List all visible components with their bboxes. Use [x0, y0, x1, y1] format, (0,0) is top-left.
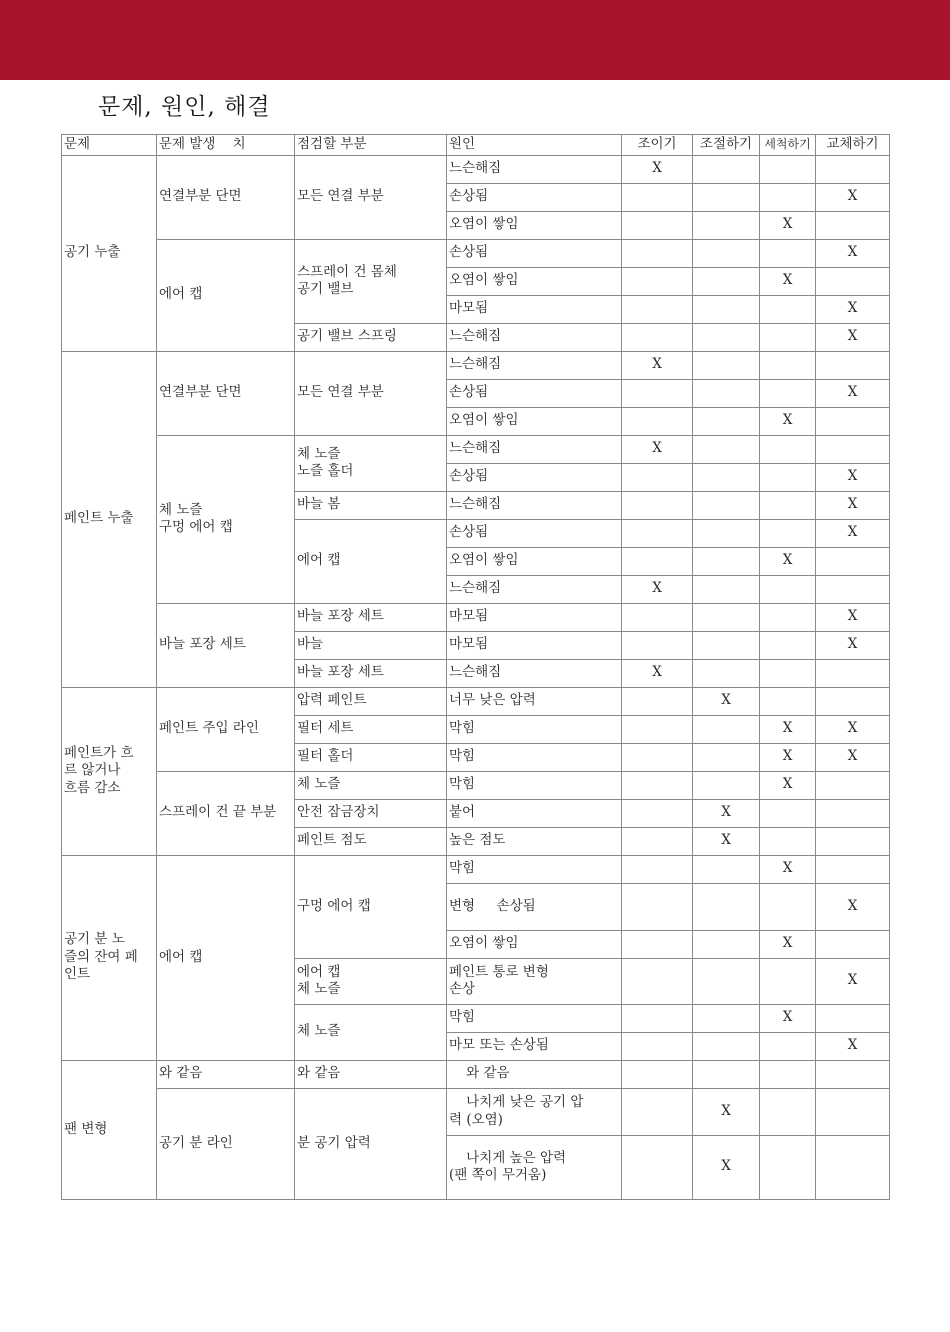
adjust-mark [693, 855, 760, 883]
tighten-mark [622, 715, 693, 743]
replace-mark [816, 687, 890, 715]
tighten-mark [622, 267, 693, 295]
clean-mark [760, 883, 816, 930]
cause-cell: 막힘 [447, 771, 622, 799]
cause-cell: 느슨해짐 [447, 351, 622, 379]
tighten-mark [622, 323, 693, 351]
replace-mark [816, 267, 890, 295]
header-check: 점검할 부분 [295, 135, 447, 156]
adjust-mark [693, 883, 760, 930]
cause-cell: 느슨해짐 [447, 659, 622, 687]
table-row [62, 239, 890, 267]
location-cell: 에어 캡 [157, 855, 295, 1060]
adjust-mark [693, 958, 760, 1004]
replace-mark [816, 659, 890, 687]
adjust-mark [693, 155, 760, 183]
adjust-mark: X [693, 799, 760, 827]
header-band [0, 0, 950, 80]
replace-mark: X [816, 323, 890, 351]
clean-mark [760, 1032, 816, 1060]
replace-mark: X [816, 603, 890, 631]
replace-mark [816, 155, 890, 183]
table-row [62, 351, 890, 379]
tighten-mark [622, 1060, 693, 1088]
clean-mark [760, 603, 816, 631]
check-part-cell: 와 같음 [295, 1060, 447, 1088]
header-problem: 문제 [62, 135, 157, 156]
adjust-mark [693, 295, 760, 323]
clean-mark [760, 631, 816, 659]
location-cell: 에어 캡 [157, 239, 295, 351]
table-body [62, 155, 890, 1199]
header-replace: 교체하기 [816, 135, 890, 156]
table-row [62, 155, 890, 183]
adjust-mark [693, 930, 760, 958]
cause-cell: 느슨해짐 [447, 323, 622, 351]
replace-mark [816, 575, 890, 603]
replace-mark: X [816, 743, 890, 771]
check-part-cell: 모든 연결 부분 [295, 351, 447, 435]
clean-mark [760, 323, 816, 351]
clean-mark [760, 491, 816, 519]
header-cause: 원인 [447, 135, 622, 156]
adjust-mark [693, 351, 760, 379]
cause-cell: 막힘 [447, 743, 622, 771]
tighten-mark [622, 631, 693, 659]
adjust-mark [693, 603, 760, 631]
replace-mark [816, 1004, 890, 1032]
check-part-cell: 바늘 봄 [295, 491, 447, 519]
clean-mark [760, 1088, 816, 1135]
tighten-mark: X [622, 351, 693, 379]
cause-cell: 나치게 높은 압력 (팬 쪽이 무거움) [447, 1135, 622, 1199]
adjust-mark [693, 743, 760, 771]
replace-mark: X [816, 379, 890, 407]
clean-mark: X [760, 547, 816, 575]
adjust-mark [693, 379, 760, 407]
header-adjust: 조절하기 [693, 135, 760, 156]
cause-cell: 손상됨 [447, 239, 622, 267]
tighten-mark [622, 211, 693, 239]
cause-cell: 오염이 쌓임 [447, 211, 622, 239]
adjust-mark [693, 267, 760, 295]
check-part-cell: 공기 밸브 스프링 [295, 323, 447, 351]
cause-cell: 오염이 쌓임 [447, 407, 622, 435]
check-part-cell: 페인트 점도 [295, 827, 447, 855]
adjust-mark [693, 1032, 760, 1060]
tighten-mark [622, 1088, 693, 1135]
problem-cell: 페인트가 흐 르 않거나 흐름 감소 [62, 687, 157, 855]
clean-mark: X [760, 771, 816, 799]
clean-mark [760, 687, 816, 715]
clean-mark: X [760, 715, 816, 743]
problem-cell: 공기 분 노 즐의 잔여 페 인트 [62, 855, 157, 1060]
cause-cell: 오염이 쌓임 [447, 547, 622, 575]
tighten-mark [622, 295, 693, 323]
tighten-mark [622, 958, 693, 1004]
location-cell: 페인트 주입 라인 [157, 687, 295, 771]
replace-mark [816, 435, 890, 463]
tighten-mark [622, 930, 693, 958]
header-clean: 세척하기 [760, 135, 816, 156]
replace-mark: X [816, 715, 890, 743]
cause-cell: 나치게 낮은 공기 압 력 (오염) [447, 1088, 622, 1135]
cause-cell: 높은 점도 [447, 827, 622, 855]
adjust-mark [693, 659, 760, 687]
table-row [62, 603, 890, 631]
table-row [62, 855, 890, 883]
table-row [62, 1088, 890, 1135]
problem-cell: 페인트 누출 [62, 351, 157, 687]
replace-mark [816, 351, 890, 379]
cause-cell: 막힘 [447, 855, 622, 883]
tighten-mark [622, 687, 693, 715]
cause-cell: 페인트 통로 변형 손상 [447, 958, 622, 1004]
cause-cell: 마모됨 [447, 295, 622, 323]
clean-mark: X [760, 855, 816, 883]
clean-mark [760, 1135, 816, 1199]
adjust-mark [693, 547, 760, 575]
tighten-mark [622, 519, 693, 547]
tighten-mark [622, 855, 693, 883]
clean-mark [760, 379, 816, 407]
tighten-mark [622, 239, 693, 267]
location-cell: 스프레이 건 끝 부분 [157, 771, 295, 855]
adjust-mark [693, 771, 760, 799]
tighten-mark: X [622, 659, 693, 687]
cause-cell: 손상됨 [447, 463, 622, 491]
adjust-mark [693, 715, 760, 743]
cause-cell: 마모됨 [447, 603, 622, 631]
clean-mark [760, 155, 816, 183]
replace-mark [816, 407, 890, 435]
check-part-cell: 압력 페인트 [295, 687, 447, 715]
clean-mark [760, 799, 816, 827]
location-cell: 와 같음 [157, 1060, 295, 1088]
adjust-mark [693, 239, 760, 267]
check-part-cell: 바늘 [295, 631, 447, 659]
replace-mark [816, 1060, 890, 1088]
adjust-mark [693, 1060, 760, 1088]
clean-mark [760, 239, 816, 267]
clean-mark: X [760, 930, 816, 958]
check-part-cell: 바늘 포장 세트 [295, 603, 447, 631]
cause-cell: 손상됨 [447, 183, 622, 211]
location-cell: 연결부분 단면 [157, 351, 295, 435]
cause-cell: 느슨해짐 [447, 435, 622, 463]
tighten-mark [622, 603, 693, 631]
tighten-mark: X [622, 575, 693, 603]
location-cell: 바늘 포장 세트 [157, 603, 295, 687]
tighten-mark [622, 827, 693, 855]
replace-mark: X [816, 958, 890, 1004]
replace-mark: X [816, 239, 890, 267]
replace-mark [816, 827, 890, 855]
adjust-mark [693, 183, 760, 211]
cause-cell: 막힘 [447, 715, 622, 743]
replace-mark: X [816, 295, 890, 323]
adjust-mark [693, 575, 760, 603]
check-part-cell: 바늘 포장 세트 [295, 659, 447, 687]
replace-mark [816, 547, 890, 575]
location-cell: 연결부분 단면 [157, 155, 295, 239]
tighten-mark [622, 771, 693, 799]
check-part-cell: 스프레이 건 몸체 공기 밸브 [295, 239, 447, 323]
check-part-cell: 구멍 에어 캡 [295, 855, 447, 958]
check-part-cell: 체 노즐 [295, 1004, 447, 1060]
clean-mark [760, 827, 816, 855]
clean-mark [760, 575, 816, 603]
adjust-mark: X [693, 687, 760, 715]
adjust-mark [693, 323, 760, 351]
cause-cell: 붙어 [447, 799, 622, 827]
clean-mark [760, 1060, 816, 1088]
cause-cell: 와 같음 [447, 1060, 622, 1088]
adjust-mark [693, 1004, 760, 1032]
tighten-mark [622, 407, 693, 435]
check-part-cell: 필터 세트 [295, 715, 447, 743]
check-part-cell: 에어 캡 [295, 519, 447, 603]
adjust-mark [693, 519, 760, 547]
check-part-cell: 필터 홀더 [295, 743, 447, 771]
adjust-mark [693, 211, 760, 239]
cause-cell: 마모 또는 손상됨 [447, 1032, 622, 1060]
clean-mark [760, 519, 816, 547]
clean-mark [760, 659, 816, 687]
cause-cell: 오염이 쌓임 [447, 267, 622, 295]
location-cell: 체 노즐 구멍 에어 캡 [157, 435, 295, 603]
tighten-mark [622, 1032, 693, 1060]
replace-mark: X [816, 183, 890, 211]
clean-mark: X [760, 743, 816, 771]
replace-mark: X [816, 1032, 890, 1060]
tighten-mark [622, 1135, 693, 1199]
check-part-cell: 안전 잠금장치 [295, 799, 447, 827]
problem-cell: 팬 변형 [62, 1060, 157, 1199]
clean-mark: X [760, 1004, 816, 1032]
check-part-cell: 분 공기 압력 [295, 1088, 447, 1199]
clean-mark: X [760, 267, 816, 295]
table-row [62, 435, 890, 463]
adjust-mark [693, 491, 760, 519]
header-tighten: 조이기 [622, 135, 693, 156]
tighten-mark [622, 743, 693, 771]
cause-cell: 마모됨 [447, 631, 622, 659]
replace-mark [816, 799, 890, 827]
tighten-mark [622, 799, 693, 827]
replace-mark [816, 855, 890, 883]
clean-mark [760, 351, 816, 379]
cause-cell: 오염이 쌓임 [447, 930, 622, 958]
cause-cell: 너무 낮은 압력 [447, 687, 622, 715]
adjust-mark [693, 407, 760, 435]
tighten-mark [622, 183, 693, 211]
table-row [62, 771, 890, 799]
clean-mark [760, 435, 816, 463]
replace-mark: X [816, 463, 890, 491]
check-part-cell: 에어 캡 체 노즐 [295, 958, 447, 1004]
replace-mark: X [816, 631, 890, 659]
table-row [62, 1060, 890, 1088]
check-part-cell: 체 노즐 노즐 홀더 [295, 435, 447, 491]
tighten-mark [622, 379, 693, 407]
replace-mark: X [816, 883, 890, 930]
clean-mark: X [760, 407, 816, 435]
cause-cell: 느슨해짐 [447, 155, 622, 183]
header-location: 문제 발생 치 [157, 135, 295, 156]
cause-cell: 느슨해짐 [447, 575, 622, 603]
cause-cell: 막힘 [447, 1004, 622, 1032]
cause-cell: 손상됨 [447, 379, 622, 407]
adjust-mark: X [693, 1135, 760, 1199]
clean-mark [760, 183, 816, 211]
clean-mark [760, 295, 816, 323]
tighten-mark [622, 883, 693, 930]
location-cell: 공기 분 라인 [157, 1088, 295, 1199]
check-part-cell: 모든 연결 부분 [295, 155, 447, 239]
replace-mark: X [816, 491, 890, 519]
adjust-mark: X [693, 1088, 760, 1135]
tighten-mark: X [622, 435, 693, 463]
adjust-mark [693, 463, 760, 491]
tighten-mark [622, 547, 693, 575]
problem-cell: 공기 누출 [62, 155, 157, 351]
clean-mark: X [760, 211, 816, 239]
cause-cell: 변형 손상됨 [447, 883, 622, 930]
tighten-mark [622, 491, 693, 519]
adjust-mark: X [693, 827, 760, 855]
replace-mark: X [816, 519, 890, 547]
check-part-cell: 체 노즐 [295, 771, 447, 799]
cause-cell: 느슨해짐 [447, 491, 622, 519]
replace-mark [816, 771, 890, 799]
header-row [62, 135, 890, 156]
replace-mark [816, 1088, 890, 1135]
cause-cell: 손상됨 [447, 519, 622, 547]
tighten-mark: X [622, 155, 693, 183]
tighten-mark [622, 463, 693, 491]
troubleshooting-table [61, 134, 890, 1200]
table-row [62, 687, 890, 715]
replace-mark [816, 930, 890, 958]
tighten-mark [622, 1004, 693, 1032]
adjust-mark [693, 631, 760, 659]
clean-mark [760, 958, 816, 1004]
clean-mark [760, 463, 816, 491]
page-title: 문제, 원인, 해결 [98, 94, 271, 120]
replace-mark [816, 1135, 890, 1199]
adjust-mark [693, 435, 760, 463]
replace-mark [816, 211, 890, 239]
